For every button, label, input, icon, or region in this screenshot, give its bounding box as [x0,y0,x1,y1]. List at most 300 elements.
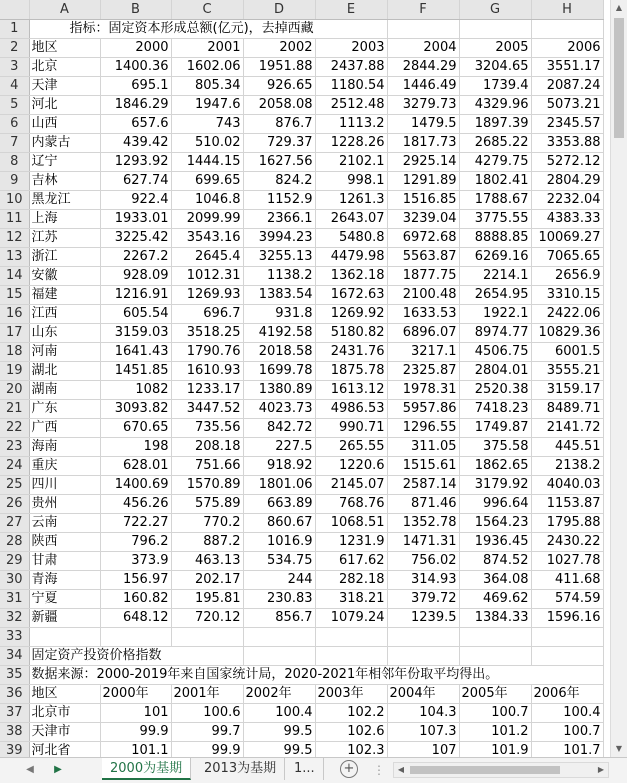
cell[interactable]: 998.1 [315,172,387,191]
cell[interactable] [531,647,603,666]
vertical-scrollbar[interactable] [610,0,627,757]
row-header[interactable]: 27 [0,514,29,533]
row-header[interactable]: 3 [0,58,29,77]
cell[interactable]: 北京 [29,58,100,77]
cell[interactable]: 云南 [29,514,100,533]
cell[interactable]: 1362.18 [315,267,387,286]
scroll-down-arrow-icon[interactable]: ▼ [615,744,623,753]
cell[interactable]: 1228.26 [315,134,387,153]
cell[interactable]: 7065.65 [531,248,603,267]
cell[interactable]: 2214.1 [459,267,531,286]
cell[interactable]: 227.5 [243,438,315,457]
source-note-cell[interactable]: 数据来源：2000-2019年来自国家统计局，2020-2021年相邻年份取平均得出。 [29,666,603,685]
cell[interactable]: 1564.23 [459,514,531,533]
cell[interactable]: 1269.92 [315,305,387,324]
cell[interactable] [171,628,243,647]
cell[interactable] [243,628,315,647]
cell[interactable]: 4986.53 [315,400,387,419]
cell[interactable]: 6269.16 [459,248,531,267]
cell[interactable]: 5957.86 [387,400,459,419]
cell[interactable]: 1610.93 [171,362,243,381]
cell[interactable]: 1296.55 [387,419,459,438]
cell[interactable] [243,647,315,666]
cell[interactable]: 7418.23 [459,400,531,419]
cell[interactable]: 99.9 [171,742,243,758]
row-header[interactable]: 37 [0,704,29,723]
cell[interactable]: 3775.55 [459,210,531,229]
row-header[interactable]: 8 [0,153,29,172]
row-header[interactable]: 12 [0,229,29,248]
cell[interactable] [387,628,459,647]
cell[interactable]: 6001.5 [531,343,603,362]
cell[interactable]: 1293.92 [100,153,171,172]
cell[interactable]: 195.81 [171,590,243,609]
sheet-title-cell[interactable]: 指标：固定资本形成总额(亿元)，去掉西藏 [29,20,387,39]
row-header[interactable]: 31 [0,590,29,609]
cell[interactable]: 1788.67 [459,191,531,210]
cell[interactable]: 534.75 [243,552,315,571]
cell[interactable]: 1152.9 [243,191,315,210]
cell[interactable]: 2844.29 [387,58,459,77]
cell[interactable]: 3093.82 [100,400,171,419]
row-header[interactable]: 10 [0,191,29,210]
cell[interactable]: 3994.23 [243,229,315,248]
cell[interactable]: 663.89 [243,495,315,514]
tab-nav-right-icon[interactable]: ▶ [54,764,62,775]
cell[interactable]: 1795.88 [531,514,603,533]
cell[interactable]: 1802.41 [459,172,531,191]
cell[interactable]: 1978.31 [387,381,459,400]
cell[interactable]: 1451.85 [100,362,171,381]
cell[interactable]: 2431.76 [315,343,387,362]
cell[interactable]: 1352.78 [387,514,459,533]
column-header[interactable]: D [243,0,315,20]
splitter-icon[interactable]: ⋮ [373,763,385,777]
cell[interactable]: 2325.87 [387,362,459,381]
cell[interactable]: 2366.1 [243,210,315,229]
cell[interactable]: 2232.04 [531,191,603,210]
cell[interactable]: 100.6 [171,704,243,723]
cell[interactable]: 265.55 [315,438,387,457]
cell[interactable]: 宁夏 [29,590,100,609]
cell[interactable]: 729.37 [243,134,315,153]
cell[interactable]: 990.71 [315,419,387,438]
cell[interactable]: 735.56 [171,419,243,438]
cell[interactable]: 湖北 [29,362,100,381]
cell[interactable]: 天津 [29,77,100,96]
cell[interactable]: 99.7 [171,723,243,742]
cell[interactable]: 2005年 [459,685,531,704]
cell[interactable]: 3239.04 [387,210,459,229]
cell[interactable]: 1516.85 [387,191,459,210]
cell[interactable]: 2512.48 [315,96,387,115]
cell[interactable]: 107 [387,742,459,758]
cell[interactable]: 871.46 [387,495,459,514]
cell[interactable]: 3159.17 [531,381,603,400]
cell[interactable]: 2006年 [531,685,603,704]
row-header[interactable]: 23 [0,438,29,457]
cell[interactable]: 605.54 [100,305,171,324]
row-header[interactable]: 21 [0,400,29,419]
cell[interactable]: 3204.65 [459,58,531,77]
cell[interactable]: 1027.78 [531,552,603,571]
cell[interactable]: 地区 [29,39,100,58]
cell[interactable]: 379.72 [387,590,459,609]
cell[interactable]: 3353.88 [531,134,603,153]
cell[interactable]: 1479.5 [387,115,459,134]
cell[interactable] [459,647,531,666]
cell[interactable]: 3217.1 [387,343,459,362]
cell[interactable]: 2685.22 [459,134,531,153]
cell[interactable]: 1947.6 [171,96,243,115]
cell[interactable]: 696.7 [171,305,243,324]
cell[interactable]: 1138.2 [243,267,315,286]
cell[interactable]: 101.7 [531,742,603,758]
cell[interactable]: 770.2 [171,514,243,533]
cell[interactable]: 3310.15 [531,286,603,305]
cell[interactable]: 2001年 [171,685,243,704]
cell[interactable]: 926.65 [243,77,315,96]
cell[interactable]: 628.01 [100,457,171,476]
cell[interactable]: 104.3 [387,704,459,723]
cell[interactable]: 广西 [29,419,100,438]
row-header[interactable]: 29 [0,552,29,571]
cell[interactable]: 1875.78 [315,362,387,381]
cell[interactable]: 102.2 [315,704,387,723]
cell[interactable]: 1384.33 [459,609,531,628]
cell[interactable]: 3159.03 [100,324,171,343]
row-header[interactable]: 35 [0,666,29,685]
cell[interactable]: 574.59 [531,590,603,609]
horizontal-scrollbar[interactable] [393,762,609,778]
cell[interactable]: 805.34 [171,77,243,96]
cell[interactable]: 4040.03 [531,476,603,495]
cell[interactable]: 内蒙古 [29,134,100,153]
cell[interactable]: 922.4 [100,191,171,210]
cell[interactable]: 1936.45 [459,533,531,552]
cell[interactable]: 2000 [100,39,171,58]
cell[interactable]: 新疆 [29,609,100,628]
cell[interactable]: 4383.33 [531,210,603,229]
cell[interactable]: 1602.06 [171,58,243,77]
cell[interactable] [531,20,603,39]
cell[interactable]: 101 [100,704,171,723]
row-header[interactable]: 34 [0,647,29,666]
cell[interactable]: 1380.89 [243,381,315,400]
cell[interactable]: 1233.17 [171,381,243,400]
cell[interactable]: 2804.01 [459,362,531,381]
row-header[interactable]: 25 [0,476,29,495]
add-sheet-icon[interactable]: + [340,760,358,778]
row-header[interactable]: 9 [0,172,29,191]
cell[interactable]: 5180.82 [315,324,387,343]
cell[interactable]: 陕西 [29,533,100,552]
cell[interactable]: 1627.56 [243,153,315,172]
cell[interactable]: 山西 [29,115,100,134]
cell[interactable]: 1082 [100,381,171,400]
select-all-corner[interactable] [0,0,29,20]
section-title-cell[interactable]: 固定资产投资价格指数 [29,647,243,666]
cell[interactable]: 湖南 [29,381,100,400]
cell[interactable]: 3225.42 [100,229,171,248]
cell[interactable]: 山东 [29,324,100,343]
cell[interactable]: 99.5 [243,723,315,742]
row-header[interactable]: 13 [0,248,29,267]
cell[interactable]: 101.9 [459,742,531,758]
cell[interactable]: 1400.69 [100,476,171,495]
cell[interactable]: 1400.36 [100,58,171,77]
row-header[interactable]: 18 [0,343,29,362]
cell[interactable]: 江西 [29,305,100,324]
row-header[interactable]: 2 [0,39,29,58]
cell[interactable]: 8974.77 [459,324,531,343]
tab-nav-left-icon[interactable]: ◀ [26,764,34,775]
cell[interactable]: 1897.39 [459,115,531,134]
cell[interactable]: 2058.08 [243,96,315,115]
cell[interactable]: 浙江 [29,248,100,267]
cell[interactable]: 244 [243,571,315,590]
cell[interactable]: 福建 [29,286,100,305]
cell[interactable]: 202.17 [171,571,243,590]
cell[interactable]: 1153.87 [531,495,603,514]
cell[interactable] [531,628,603,647]
cell[interactable]: 2006 [531,39,603,58]
cell[interactable]: 722.27 [100,514,171,533]
cell[interactable]: 1739.4 [459,77,531,96]
cell[interactable]: 100.4 [531,704,603,723]
cell[interactable]: 1862.65 [459,457,531,476]
cell[interactable]: 2102.1 [315,153,387,172]
cell[interactable]: 辽宁 [29,153,100,172]
column-header[interactable]: G [459,0,531,20]
cell[interactable]: 101.1 [100,742,171,758]
cell[interactable]: 1749.87 [459,419,531,438]
cell[interactable]: 2138.2 [531,457,603,476]
cell[interactable]: 657.6 [100,115,171,134]
cell[interactable]: 河北 [29,96,100,115]
cell[interactable]: 2422.06 [531,305,603,324]
cell[interactable]: 1672.63 [315,286,387,305]
cell[interactable]: 2003 [315,39,387,58]
cell[interactable]: 874.52 [459,552,531,571]
tab-sheet-2013[interactable]: 2013为基期 [196,758,285,780]
cell[interactable]: 甘肃 [29,552,100,571]
cell[interactable]: 1817.73 [387,134,459,153]
cell[interactable]: 1570.89 [171,476,243,495]
cell[interactable]: 1613.12 [315,381,387,400]
cell[interactable]: 860.67 [243,514,315,533]
cell[interactable]: 102.6 [315,723,387,742]
cell[interactable]: 1877.75 [387,267,459,286]
cell[interactable]: 768.76 [315,495,387,514]
column-header[interactable]: B [100,0,171,20]
row-header[interactable]: 20 [0,381,29,400]
tab-sheet-more[interactable]: 1... [290,758,324,780]
cell[interactable]: 411.68 [531,571,603,590]
cell[interactable]: 海南 [29,438,100,457]
cell[interactable]: 318.21 [315,590,387,609]
cell[interactable]: 上海 [29,210,100,229]
cell[interactable]: 2018.58 [243,343,315,362]
cell[interactable]: 439.42 [100,134,171,153]
cell[interactable] [100,628,171,647]
row-header[interactable]: 11 [0,210,29,229]
cell[interactable]: 1016.9 [243,533,315,552]
cell[interactable]: 四川 [29,476,100,495]
cell[interactable]: 1216.91 [100,286,171,305]
column-header[interactable]: E [315,0,387,20]
cell[interactable]: 3179.92 [459,476,531,495]
row-header[interactable]: 5 [0,96,29,115]
cell[interactable]: 4506.75 [459,343,531,362]
cell[interactable]: 1113.2 [315,115,387,134]
cell[interactable]: 4023.73 [243,400,315,419]
cell[interactable]: 8888.85 [459,229,531,248]
cell[interactable]: 107.3 [387,723,459,742]
cell[interactable]: 99.9 [100,723,171,742]
cell[interactable]: 1180.54 [315,77,387,96]
cell[interactable]: 2003年 [315,685,387,704]
row-header[interactable]: 6 [0,115,29,134]
cell[interactable]: 996.64 [459,495,531,514]
cell[interactable]: 6972.68 [387,229,459,248]
cell[interactable]: 2520.38 [459,381,531,400]
cell[interactable]: 230.83 [243,590,315,609]
cell[interactable]: 743 [171,115,243,134]
cell[interactable]: 重庆 [29,457,100,476]
horizontal-scroll-thumb[interactable] [410,766,560,774]
cell[interactable]: 469.62 [459,590,531,609]
cell[interactable]: 756.02 [387,552,459,571]
cell[interactable] [315,628,387,647]
cell[interactable]: 282.18 [315,571,387,590]
cell[interactable]: 1261.3 [315,191,387,210]
cell[interactable]: 1068.51 [315,514,387,533]
cell[interactable]: 3447.52 [171,400,243,419]
cell[interactable]: 102.3 [315,742,387,758]
column-header[interactable]: A [29,0,100,20]
cell[interactable]: 2656.9 [531,267,603,286]
cell[interactable]: 5480.8 [315,229,387,248]
row-header[interactable]: 17 [0,324,29,343]
cell[interactable]: 2654.95 [459,286,531,305]
cell[interactable]: 1446.49 [387,77,459,96]
cell[interactable]: 2267.2 [100,248,171,267]
cell[interactable]: 2645.4 [171,248,243,267]
cell[interactable]: 2643.07 [315,210,387,229]
vertical-scroll-thumb[interactable] [614,18,624,138]
cell[interactable]: 2437.88 [315,58,387,77]
cell[interactable]: 928.09 [100,267,171,286]
cell[interactable]: 5073.21 [531,96,603,115]
cell[interactable] [29,628,100,647]
cell[interactable]: 1922.1 [459,305,531,324]
cell[interactable]: 2345.57 [531,115,603,134]
cell[interactable]: 314.93 [387,571,459,590]
cell[interactable]: 100.7 [459,704,531,723]
row-header[interactable]: 24 [0,457,29,476]
cell[interactable]: 1269.93 [171,286,243,305]
cell[interactable]: 8489.71 [531,400,603,419]
cell[interactable] [459,20,531,39]
cell[interactable]: 918.92 [243,457,315,476]
row-header[interactable]: 32 [0,609,29,628]
cell[interactable]: 1079.24 [315,609,387,628]
cell[interactable]: 1846.29 [100,96,171,115]
cell[interactable]: 2001 [171,39,243,58]
cell[interactable]: 2000年 [100,685,171,704]
cell[interactable]: 364.08 [459,571,531,590]
cell[interactable]: 1471.31 [387,533,459,552]
cell[interactable]: 375.58 [459,438,531,457]
cell[interactable]: 3279.73 [387,96,459,115]
cell[interactable] [387,20,459,39]
cell[interactable]: 吉林 [29,172,100,191]
cell[interactable]: 887.2 [171,533,243,552]
cell[interactable]: 198 [100,438,171,457]
cell[interactable]: 670.65 [100,419,171,438]
cell[interactable]: 4192.58 [243,324,315,343]
cell[interactable]: 3543.16 [171,229,243,248]
cell[interactable]: 824.2 [243,172,315,191]
cell[interactable]: 931.8 [243,305,315,324]
row-header[interactable]: 15 [0,286,29,305]
cell[interactable]: 2587.14 [387,476,459,495]
cell[interactable]: 2925.14 [387,153,459,172]
cell[interactable]: 2005 [459,39,531,58]
cell[interactable]: 10069.27 [531,229,603,248]
cell[interactable]: 5272.12 [531,153,603,172]
cell[interactable]: 2430.22 [531,533,603,552]
cell[interactable]: 856.7 [243,609,315,628]
cell[interactable]: 1933.01 [100,210,171,229]
cell[interactable]: 4279.75 [459,153,531,172]
cell[interactable]: 江苏 [29,229,100,248]
cell[interactable]: 2004 [387,39,459,58]
column-header[interactable]: C [171,0,243,20]
cell[interactable]: 天津市 [29,723,100,742]
cell[interactable]: 720.12 [171,609,243,628]
row-header[interactable]: 22 [0,419,29,438]
cell[interactable]: 1231.9 [315,533,387,552]
cell[interactable]: 广东 [29,400,100,419]
row-header[interactable]: 38 [0,723,29,742]
scroll-right-arrow-icon[interactable]: ▶ [597,765,605,774]
row-header[interactable]: 28 [0,533,29,552]
cell[interactable]: 黑龙江 [29,191,100,210]
cell[interactable]: 208.18 [171,438,243,457]
row-header[interactable]: 7 [0,134,29,153]
cell[interactable]: 贵州 [29,495,100,514]
cell[interactable]: 627.74 [100,172,171,191]
cell[interactable]: 4329.96 [459,96,531,115]
cell[interactable]: 安徽 [29,267,100,286]
cell[interactable]: 河北省 [29,742,100,758]
cell[interactable]: 2100.48 [387,286,459,305]
cell[interactable]: 311.05 [387,438,459,457]
cell[interactable]: 445.51 [531,438,603,457]
cell[interactable]: 876.7 [243,115,315,134]
cell[interactable] [459,628,531,647]
column-header[interactable]: H [531,0,603,20]
row-header[interactable]: 26 [0,495,29,514]
cell[interactable]: 1801.06 [243,476,315,495]
row-header[interactable]: 30 [0,571,29,590]
cell[interactable]: 842.72 [243,419,315,438]
row-header[interactable]: 14 [0,267,29,286]
cell[interactable]: 2099.99 [171,210,243,229]
cell[interactable]: 4479.98 [315,248,387,267]
